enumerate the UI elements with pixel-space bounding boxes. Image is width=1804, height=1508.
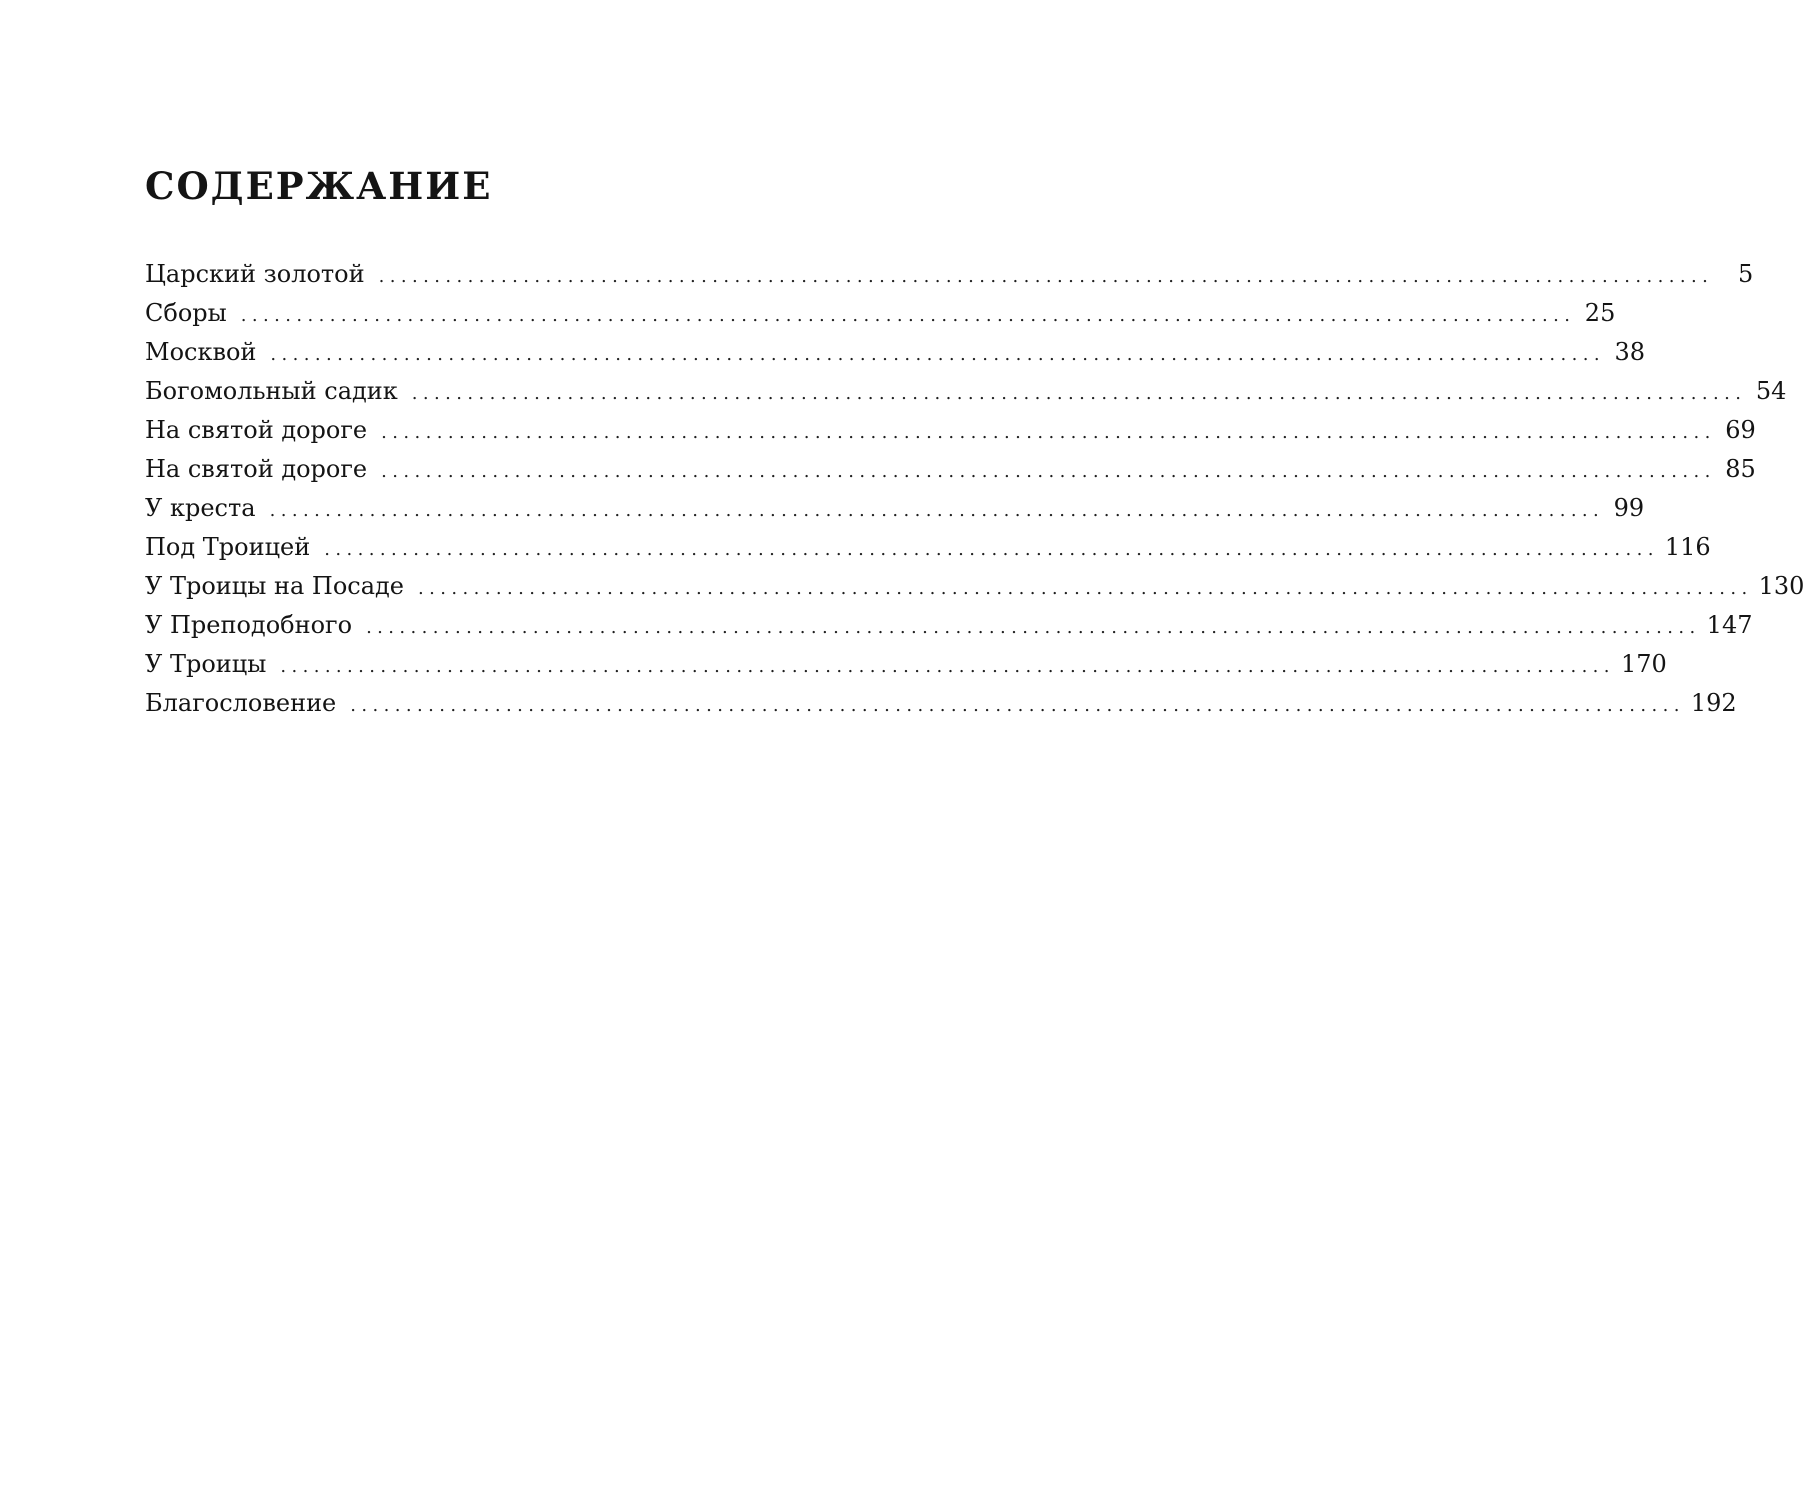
toc-entry (145, 450, 1756, 489)
dot-leader: ........................................................................................................................ (350, 695, 1685, 716)
toc-entry-title: Сборы (145, 299, 227, 327)
dot-leader: ........................................................................................................................ (378, 266, 1714, 287)
dot-leader: ........................................................................................................................ (366, 617, 1701, 638)
toc-entry-title: У креста (145, 494, 256, 522)
toc-page-number: 99 (1613, 494, 1645, 522)
toc-entry (145, 294, 1616, 333)
toc-page-number: 147 (1706, 611, 1753, 639)
toc-entry (145, 528, 1711, 567)
toc-entry-title: Под Троицей (145, 533, 311, 561)
dot-leader: ........................................................................................................................ (411, 383, 1747, 404)
toc-entry (145, 567, 1804, 606)
toc-page-number: 69 (1725, 416, 1756, 444)
dot-leader: ........................................................................................................................ (418, 578, 1753, 599)
dot-leader: ........................................................................................................................ (381, 461, 1716, 482)
toc-page-number: 170 (1620, 650, 1667, 678)
dot-leader: ........................................................................................................................ (280, 656, 1615, 677)
toc-entry-title: У Преподобного (145, 611, 353, 639)
toc-entry (145, 411, 1756, 450)
dot-leader: ........................................................................................................................ (240, 305, 1576, 326)
dot-leader: ........................................................................................................................ (270, 344, 1606, 365)
toc-page-number: 54 (1755, 377, 1787, 405)
toc-entry (145, 684, 1737, 723)
toc-entry-title: На святой дороге (145, 416, 368, 444)
toc-entry-title: Богомольный садик (145, 377, 398, 405)
toc-page-number: 192 (1690, 689, 1737, 717)
dot-leader: ........................................................................................................................ (324, 539, 1659, 560)
toc-entry-title: На святой дороге (145, 455, 368, 483)
toc-entry (145, 255, 1754, 294)
toc-page-number: 130 (1758, 572, 1804, 600)
toc-entry-title: Москвой (145, 338, 257, 366)
toc-page-number: 38 (1614, 338, 1646, 366)
toc-entry (145, 333, 1646, 372)
dot-leader: ........................................................................................................................ (269, 500, 1605, 521)
toc-page-number: 25 (1584, 299, 1616, 327)
toc-entry (145, 372, 1787, 411)
toc-heading: СОДЕРЖАНИЕ (145, 164, 493, 208)
toc-list (145, 255, 1804, 723)
toc-page-number: 85 (1725, 455, 1756, 483)
toc-page-number: 5 (1737, 260, 1754, 288)
dot-leader: ........................................................................................................................ (381, 422, 1716, 443)
toc-entry-title: У Троицы на Посаде (145, 572, 404, 600)
toc-entry-title: Царский золотой (145, 260, 365, 288)
toc-entry-title: Благословение (145, 689, 337, 717)
toc-entry (145, 489, 1645, 528)
toc-entry (145, 606, 1753, 645)
toc-page-number: 116 (1664, 533, 1711, 561)
toc-entry (145, 645, 1667, 684)
toc-entry-title: У Троицы (145, 650, 267, 678)
